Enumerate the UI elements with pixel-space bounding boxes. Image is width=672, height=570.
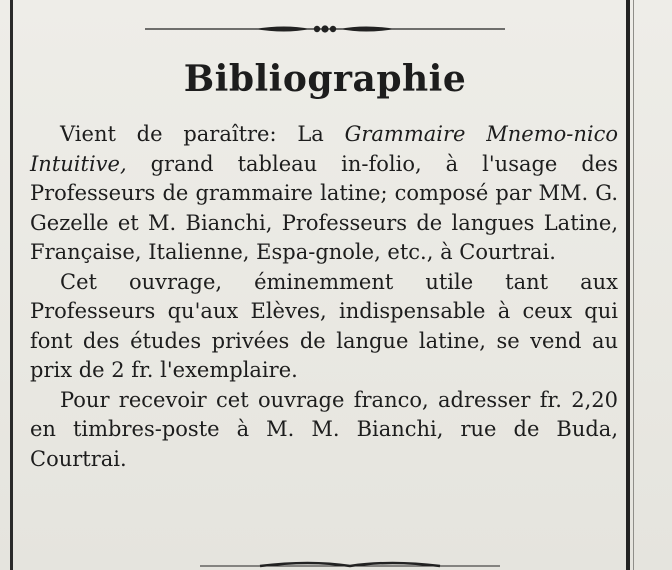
article-body: [30, 120, 618, 474]
paragraph-announcement-rest: grand tableau in-folio, à l'usage des Professeurs de grammaire latine; composé par MM. G. Gezelle et M. Bianchi, Professeurs de langues Latine, Française, Italienne, Espa-gnole, etc., à Courtrai.: [30, 151, 618, 264]
paragraph-announcement-lead: Vient de paraître: La: [60, 122, 345, 146]
grammar-title: Grammaire Mnemo-nico Intuitive,: [30, 122, 618, 176]
column-divider-thin-rule: [633, 0, 634, 570]
paragraph-announcement: [30, 120, 618, 268]
section-heading: Bibliographie: [183, 58, 467, 100]
top-ornament-divider: [145, 22, 505, 36]
paragraph-ordering: Pour recevoir cet ouvrage franco, adresser fr. 2,20 en timbres-poste à M. M. Bianchi, rue de Buda, Courtrai.: [30, 387, 618, 471]
bottom-ornament-divider: [200, 556, 500, 570]
paragraph-price: Cet ouvrage, éminemment utile tant aux Professeurs qu'aux Elèves, indispensable à ceux qui font des études privées de langue latine, se vend au prix de 2 fr. l'exemplaire.: [30, 269, 618, 382]
column-divider-rule: [626, 0, 630, 570]
left-column-rule: [10, 0, 13, 570]
